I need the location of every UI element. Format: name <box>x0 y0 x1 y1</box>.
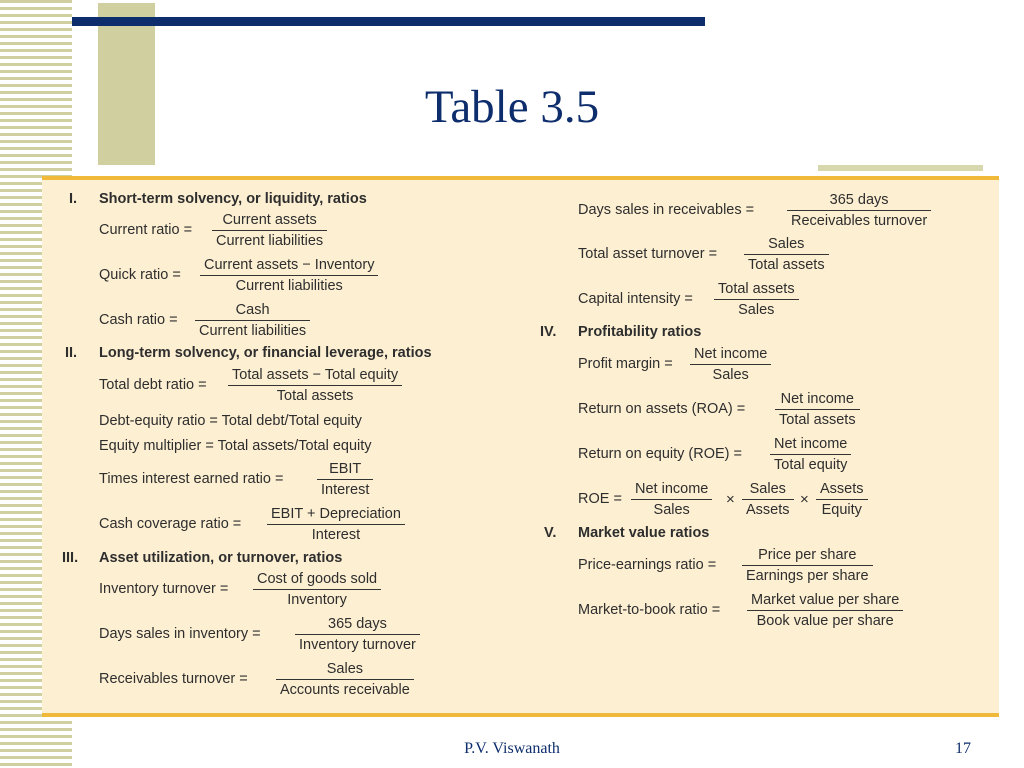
times-interest-fraction <box>317 460 373 500</box>
times-interest-denominator: Interest <box>321 482 370 498</box>
capital-intensity-fraction <box>714 280 799 320</box>
days-receivables-numerator: 365 days <box>787 191 931 211</box>
footer-page-number: 17 <box>955 740 971 757</box>
total-asset-turnover-label: Total asset turnover = <box>578 246 718 262</box>
decorative-small-bar <box>818 165 983 171</box>
roe-label: Return on equity (ROE) = <box>578 446 743 462</box>
inventory-turnover-label: Inventory turnover = <box>99 581 229 597</box>
times-interest-numerator: EBIT <box>317 460 373 480</box>
roe-dupont-f3-numerator: Assets <box>816 480 868 500</box>
times-sign-1: × <box>726 491 735 508</box>
cash-coverage-denominator: Interest <box>311 527 361 543</box>
total-asset-turnover-fraction <box>744 235 829 275</box>
current-ratio-denominator: Current liabilities <box>216 233 324 249</box>
roe-dupont-f2-numerator: Sales <box>742 480 794 500</box>
days-inventory-numerator: 365 days <box>295 615 420 635</box>
total-debt-ratio-numerator: Total assets − Total equity <box>228 366 402 386</box>
decorative-top-line <box>72 17 705 26</box>
roe-dupont-fraction-1 <box>631 480 712 520</box>
market-to-book-numerator: Market value per share <box>747 591 903 611</box>
section-4-heading: Profitability ratios <box>578 324 702 340</box>
capital-intensity-label: Capital intensity = <box>578 291 693 307</box>
roe-dupont-f1-denominator: Sales <box>653 502 690 518</box>
roa-numerator: Net income <box>775 390 860 410</box>
section-5-heading: Market value ratios <box>578 525 710 541</box>
roe-fraction <box>770 435 851 475</box>
quick-ratio-numerator: Current assets − Inventory <box>200 256 378 276</box>
cash-coverage-fraction <box>267 505 405 545</box>
cash-ratio-fraction <box>195 301 310 341</box>
capital-intensity-denominator: Sales <box>738 302 775 318</box>
debt-equity-ratio: Debt-equity ratio = Total debt/Total equity <box>99 413 362 429</box>
days-receivables-fraction <box>787 191 931 231</box>
total-debt-ratio-denominator: Total assets <box>276 388 354 404</box>
market-to-book-fraction <box>747 591 903 631</box>
total-debt-ratio-fraction <box>228 366 402 406</box>
pe-ratio-fraction <box>742 546 873 586</box>
section-4-numeral: IV. <box>540 324 557 340</box>
market-to-book-label: Market-to-book ratio = <box>578 602 721 618</box>
roe-dupont-fraction-2 <box>742 480 794 520</box>
ratio-table-panel <box>42 176 999 717</box>
cash-coverage-numerator: EBIT + Depreciation <box>267 505 405 525</box>
roe-numerator: Net income <box>770 435 851 455</box>
footer-author: P.V. Viswanath <box>464 740 560 757</box>
slide-title: Table 3.5 <box>424 81 600 133</box>
days-inventory-label: Days sales in inventory = <box>99 626 261 642</box>
days-receivables-label: Days sales in receivables = <box>578 202 755 218</box>
profit-margin-denominator: Sales <box>712 367 749 383</box>
section-1-heading: Short-term solvency, or liquidity, ratios <box>99 191 367 207</box>
total-asset-turnover-numerator: Sales <box>744 235 829 255</box>
pe-ratio-denominator: Earnings per share <box>746 568 869 584</box>
receivables-turnover-label: Receivables turnover = <box>99 671 248 687</box>
quick-ratio-label: Quick ratio = <box>99 267 181 283</box>
pe-ratio-numerator: Price per share <box>742 546 873 566</box>
days-inventory-denominator: Inventory turnover <box>299 637 416 653</box>
section-2-heading: Long-term solvency, or financial leverage, ratios <box>99 345 432 361</box>
roe-dupont-f2-denominator: Assets <box>746 502 790 518</box>
profit-margin-fraction <box>690 345 771 385</box>
section-2-numeral: II. <box>65 345 78 361</box>
pe-ratio-label: Price-earnings ratio = <box>578 557 717 573</box>
roe-dupont-f3-denominator: Equity <box>821 502 862 518</box>
times-sign-2: × <box>800 491 809 508</box>
equity-multiplier: Equity multiplier = Total assets/Total equity <box>99 438 372 454</box>
total-asset-turnover-denominator: Total assets <box>748 257 825 273</box>
market-to-book-denominator: Book value per share <box>756 613 894 629</box>
times-interest-label: Times interest earned ratio = <box>99 471 284 487</box>
current-ratio-fraction <box>212 211 327 251</box>
inventory-turnover-numerator: Cost of goods sold <box>253 570 381 590</box>
cash-ratio-denominator: Current liabilities <box>199 323 307 339</box>
current-ratio-numerator: Current assets <box>212 211 327 231</box>
cash-coverage-label: Cash coverage ratio = <box>99 516 242 532</box>
section-3-heading: Asset utilization, or turnover, ratios <box>99 550 343 566</box>
receivables-turnover-denominator: Accounts receivable <box>280 682 410 698</box>
days-receivables-denominator: Receivables turnover <box>791 213 928 229</box>
receivables-turnover-numerator: Sales <box>276 660 414 680</box>
roe-dupont-fraction-3 <box>816 480 868 520</box>
capital-intensity-numerator: Total assets <box>714 280 799 300</box>
quick-ratio-fraction <box>200 256 378 296</box>
profit-margin-numerator: Net income <box>690 345 771 365</box>
roe-dupont-label: ROE = <box>578 491 622 507</box>
roe-dupont-f1-numerator: Net income <box>631 480 712 500</box>
total-debt-ratio-label: Total debt ratio = <box>99 377 207 393</box>
days-inventory-fraction <box>295 615 420 655</box>
current-ratio-label: Current ratio = <box>99 222 193 238</box>
cash-ratio-numerator: Cash <box>195 301 310 321</box>
inventory-turnover-fraction <box>253 570 381 610</box>
receivables-turnover-fraction <box>276 660 414 700</box>
section-1-numeral: I. <box>69 191 78 207</box>
cash-ratio-label: Cash ratio = <box>99 312 178 328</box>
profit-margin-label: Profit margin = <box>578 356 673 372</box>
roa-denominator: Total assets <box>779 412 856 428</box>
section-3-numeral: III. <box>62 550 79 566</box>
roa-fraction <box>775 390 860 430</box>
inventory-turnover-denominator: Inventory <box>287 592 347 608</box>
section-5-numeral: V. <box>544 525 557 541</box>
roa-label: Return on assets (ROA) = <box>578 401 746 417</box>
quick-ratio-denominator: Current liabilities <box>235 278 343 294</box>
roe-denominator: Total equity <box>774 457 848 473</box>
